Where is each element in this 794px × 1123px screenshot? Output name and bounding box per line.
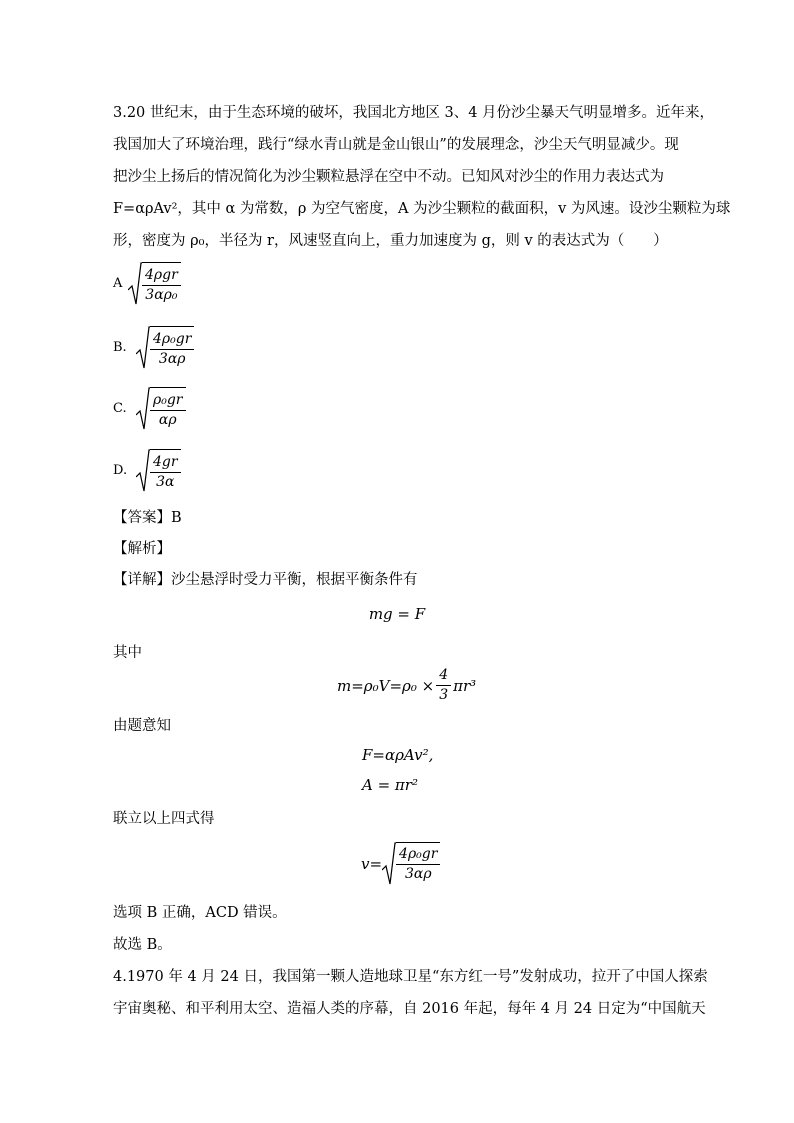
q3-line-5: 形，密度为 ρ₀，半径为 r，风速竖直向上，重力加速度为 g，则 v 的表达式为（ ） [113,233,668,249]
radical-sign-icon [382,842,396,886]
equation-area: A = πr² [362,776,418,794]
option-d-denominator: 3α [156,474,175,490]
given-label: 由题意知 [113,718,171,734]
equation-velocity [361,842,440,886]
where-label: 其中 [113,645,142,661]
q3-line-2: 我国加大了环境治理，践行“绿水青山就是金山银山”的发展理念，沙尘天气明显减少。现 [113,137,679,153]
q3-line-4: F=αρAv²，其中 α 为常数，ρ 为空气密度，A 为沙尘颗粒的截面积，v 为风速。设沙尘颗粒为球 [113,201,731,217]
option-d-label: D. [113,463,128,478]
eq5-denominator: 3αρ [404,866,432,882]
option-a-numerator: 4ρgr [142,267,181,286]
option-b-formula [136,326,194,370]
option-b-numerator: 4ρ₀gr [150,331,194,350]
q3-line-3: 把沙尘上扬后的情况简化为沙尘颗粒悬浮在空中不动。已知风对沙尘的作用力表达式为 [113,169,664,185]
equation-force: F=αρAv², [362,746,434,764]
option-c-denominator: αρ [158,412,177,428]
detail-text: 沙尘悬浮时受力平衡，根据平衡条件有 [171,572,418,588]
eq5-left: v= [361,855,383,873]
option-c-numerator: ρ₀gr [150,392,186,411]
radical-sign-icon [136,387,150,431]
radical-sign-icon [128,262,142,306]
eq2-frac-num: 4 [436,667,451,686]
radical-sign-icon [136,449,150,493]
option-c-formula [136,387,186,431]
q4-line-2: 宇宙奥秘、和平利用太空、造福人类的序幕，自 2016 年起，每年 4 月 24 日定为“中国航天 [113,1001,706,1017]
eq5-numerator: 4ρ₀gr [396,846,440,865]
eq2-right: πr³ [453,676,477,695]
radical-sign-icon [136,326,150,370]
answer-tag: 【答案】 [113,510,171,526]
equation-mass [337,667,476,704]
option-d-numerator: 4gr [150,454,181,473]
answer-line [113,508,182,528]
option-a-denominator: 3αρ₀ [145,287,178,303]
option-b-denominator: 3αρ [158,351,186,367]
detail-tag: 【详解】 [113,572,171,588]
answer-value: B [171,510,182,526]
combine-label: 联立以上四式得 [113,811,215,827]
conclusion-2: 故选 B。 [113,937,172,953]
option-c-label: C. [113,401,127,416]
eq2-frac-den: 3 [439,687,449,703]
detail-line [113,570,418,590]
conclusion-1: 选项 B 正确，ACD 错误。 [113,905,287,921]
option-a-label: A [113,276,123,291]
analysis-tag: 【解析】 [113,541,171,557]
option-a-formula [128,262,181,306]
option-b-label: B. [113,340,127,355]
equation-mg-f: mg = F [368,605,426,623]
option-d-formula [136,449,181,493]
q4-line-1: 4.1970 年 4 月 24 日，我国第一颗人造地球卫星“东方红一号”发射成功，拉开了中国人探索 [113,969,708,985]
q3-line-1: 3.20 世纪末，由于生态环境的破坏，我国北方地区 3、4 月份沙尘暴天气明显增多。近年来， [113,105,715,121]
eq2-left: m=ρ₀V=ρ₀ × [337,676,435,695]
